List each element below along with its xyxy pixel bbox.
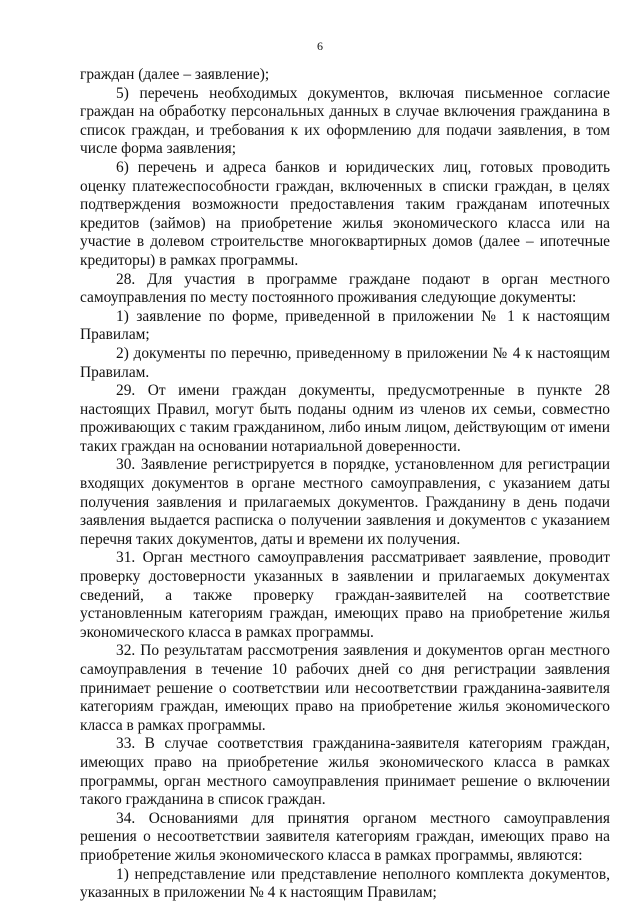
paragraph-2: 6) перечень и адреса банков и юридических лиц, готовых проводить оценку платежеспособности граждан, включенных в списки граждан, в целях подтверждения возможности предоставления таким гражданам ипотечных кредитов (займов) на приобретение жилья экономического класса или на участие в долевом строительстве многоквартирных домов (далее – ипотечные кредиторы) в рамках программы. <box>80 158 610 269</box>
paragraph-12: 1) непредставление или представление неполного комплекта документов, указанных в приложении № 4 к настоящим Правилам; <box>80 865 610 902</box>
paragraph-10: 33. В случае соответствия гражданина-заявителя категориям граждан, имеющих право на приобретение жилья экономического класса в рамках программы, орган местного самоуправления принимает решение о включении такого гражданина в список граждан. <box>80 735 610 809</box>
paragraph-1: 5) перечень необходимых документов, включая письменное согласие граждан на обработку персональных данных в случае включения гражданина в список граждан, и требования к их оформлению для подачи заявления, в том числе форма заявления; <box>80 84 610 158</box>
paragraph-0: граждан (далее – заявление); <box>80 66 270 83</box>
paragraph-4: 1) заявление по форме, приведенной в приложении № 1 к настоящим Правилам; <box>80 307 610 344</box>
page-number: 6 <box>317 39 323 53</box>
paragraph-11: 34. Основаниями для принятия органом местного самоуправления решения о несоответствии заявителя категориям граждан, имеющих право на приобретение жилья экономического класса в рамках программы, являются: <box>80 809 610 864</box>
paragraph-5: 2) документы по перечню, приведенному в приложении № 4 к настоящим Правилам. <box>80 344 610 381</box>
document-body <box>80 66 610 903</box>
paragraph-7: 30. Заявление регистрируется в порядке, установленном для регистрации входящих документов в органе местного самоуправления, с указанием даты получения заявления и прилагаемых документов. Гражданину в день подачи заявления выдается расписка о получении заявления и документов с указанием перечня таких документов, даты и времени их получения. <box>80 456 610 548</box>
paragraph-8: 31. Орган местного самоуправления рассматривает заявление, проводит проверку достоверности указанных в заявлении и прилагаемых документах сведений, а также проверку граждан-заявителей на соответствие установленным категориям граждан, имеющих право на приобретение жилья экономического класса в рамках программы. <box>80 549 610 641</box>
paragraph-3: 28. Для участия в программе граждане подают в орган местного самоуправления по месту постоянного проживания следующие документы: <box>80 270 610 307</box>
paragraph-9: 32. По результатам рассмотрения заявления и документов орган местного самоуправления в течение 10 рабочих дней со дня регистрации заявления принимает решение о соответствии или несоответствии гражданина-заявителя категориям граждан, имеющих право на приобретение жилья экономического класса в рамках программы. <box>80 642 610 734</box>
paragraph-6: 29. От имени граждан документы, предусмотренные в пункте 28 настоящих Правил, могут быть поданы одним из членов их семьи, совместно проживающих с таким гражданином, либо иным лицом, действующим от имени таких граждан на основании нотариальной доверенности. <box>80 382 610 455</box>
